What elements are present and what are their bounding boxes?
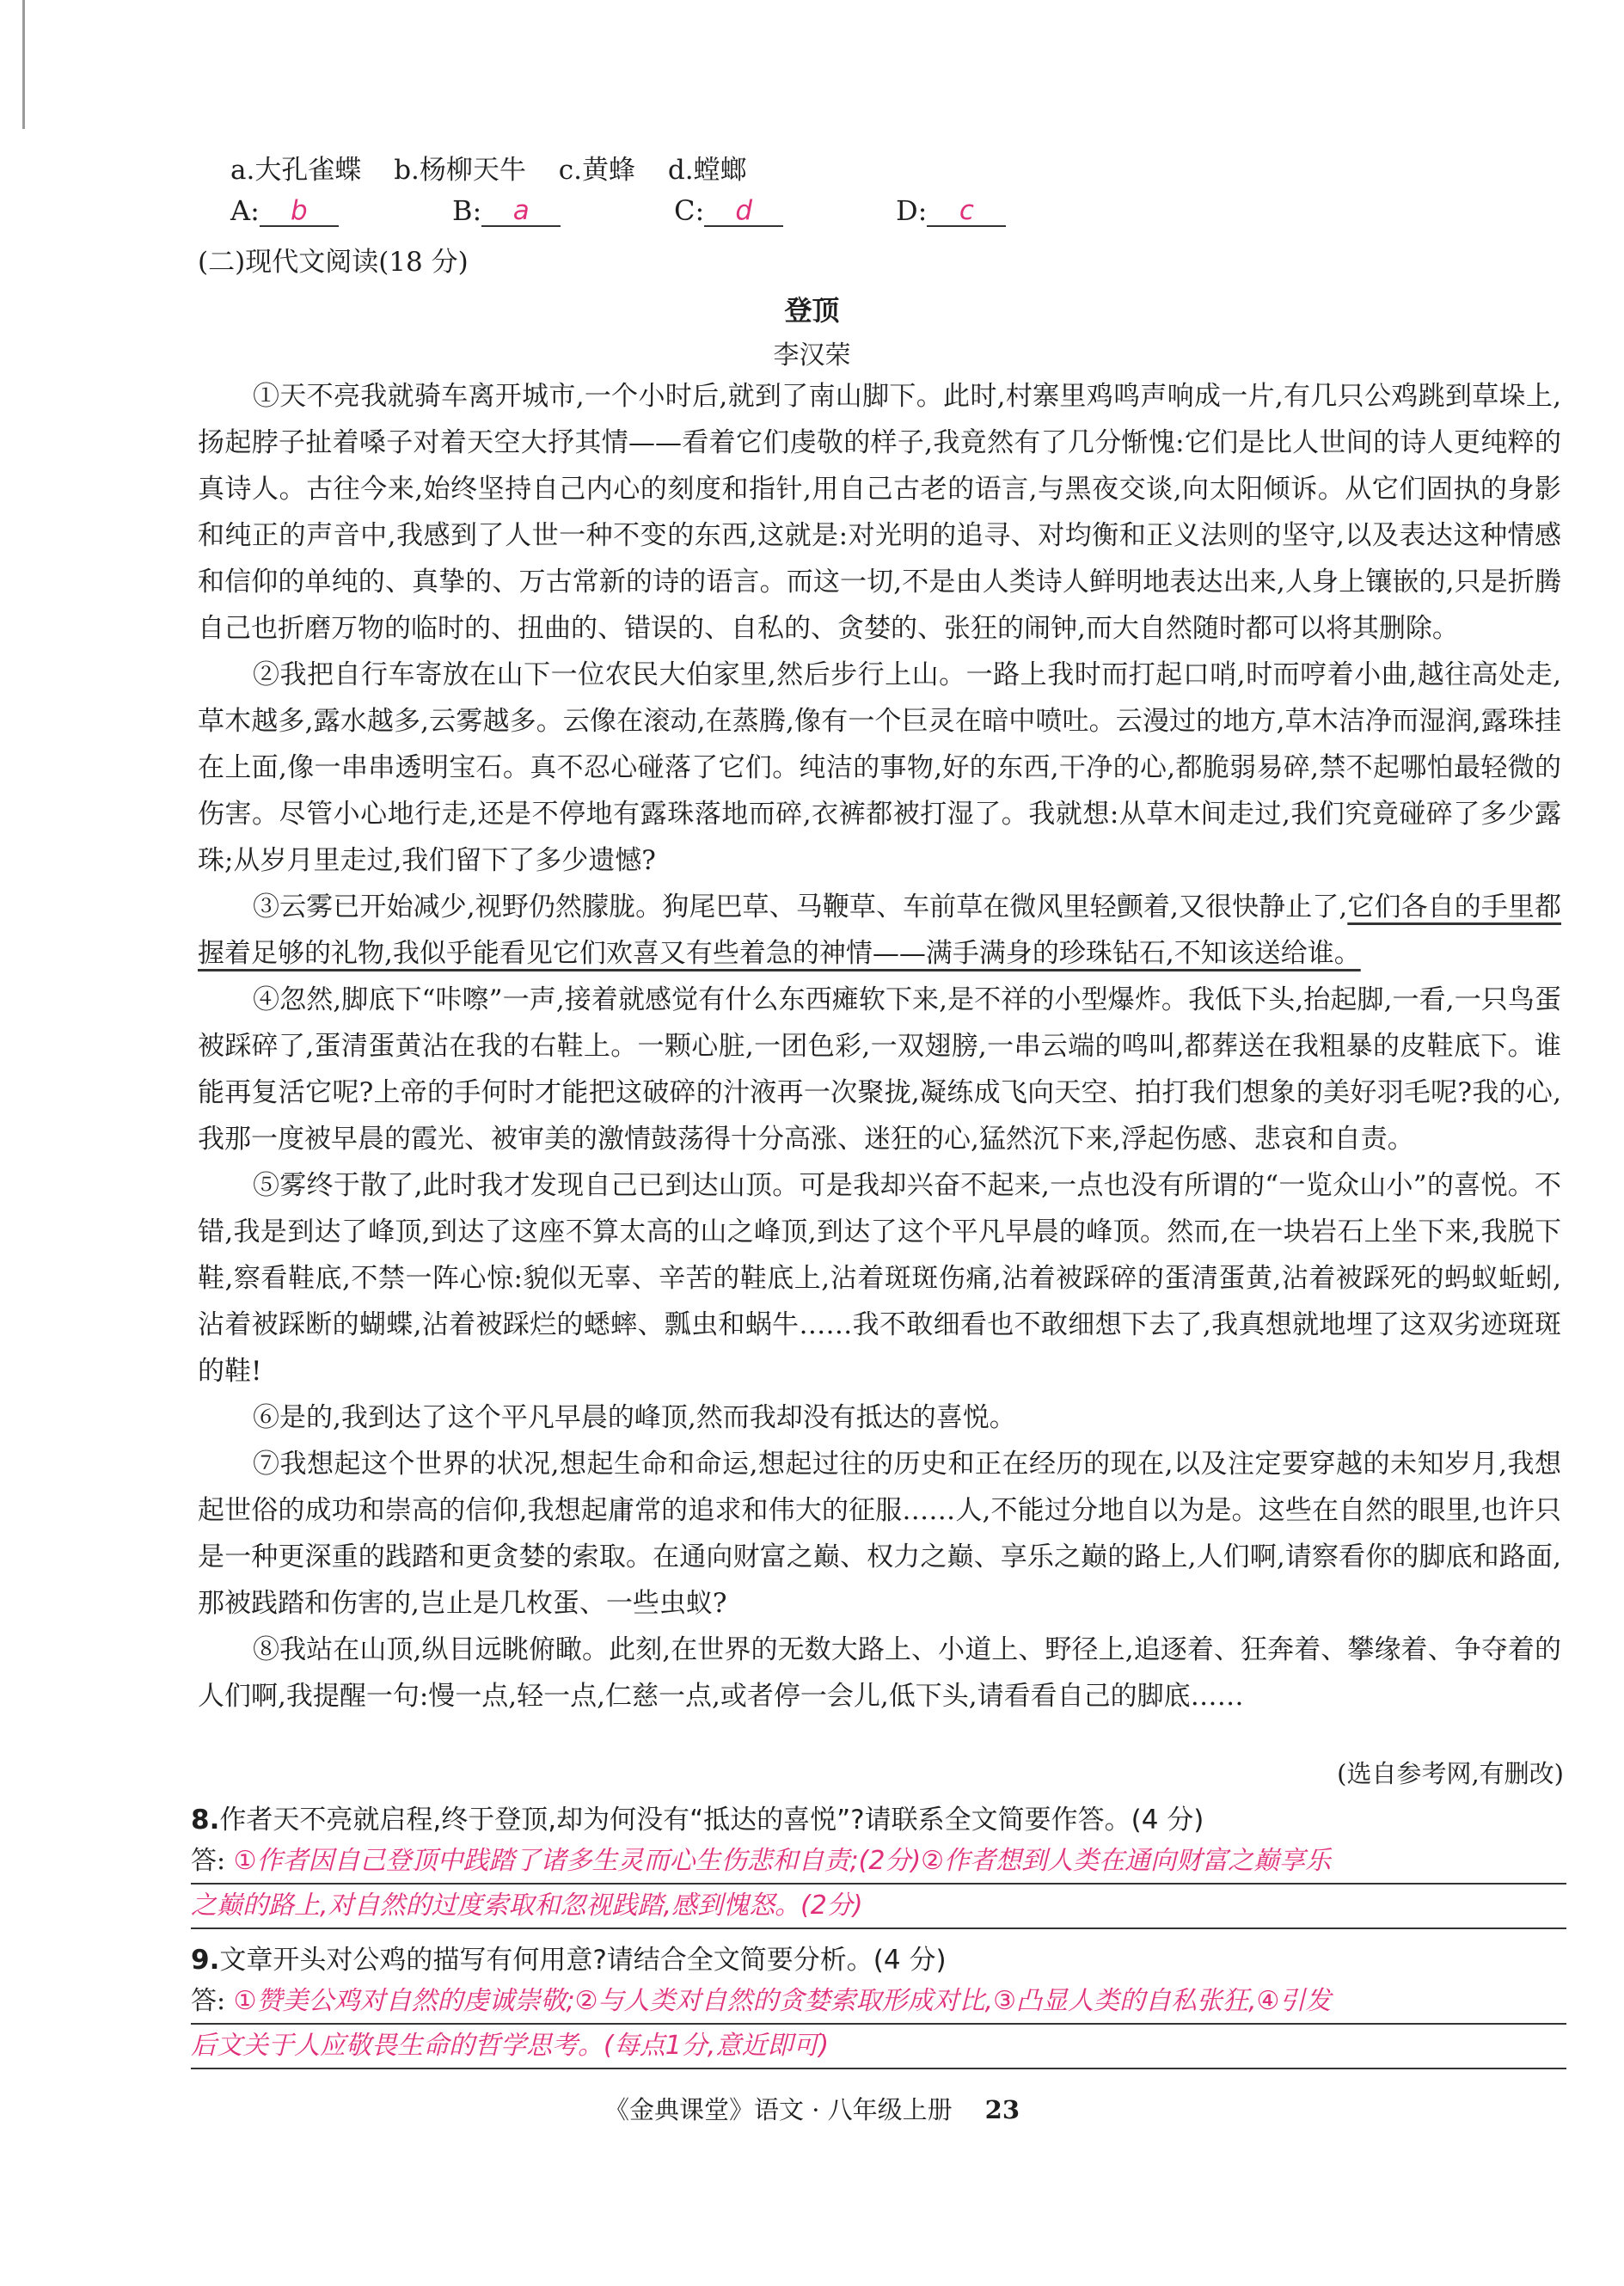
match-answer-b <box>452 194 674 227</box>
match-label: C: <box>674 194 705 227</box>
article-author: 李汉荣 <box>773 340 851 371</box>
article-source: (选自参考网,有删改) <box>1337 1759 1564 1788</box>
answer-line <box>191 2025 1566 2069</box>
answer-line <box>191 1885 1566 1929</box>
answer-label: 答: <box>191 1986 226 2016</box>
paragraph-4: ④忽然,脚底下“咔嚓”一声,接着就感觉有什么东西瘫软下来,是不祥的小型爆炸。我低下头,抬起脚,一看,一只鸟蛋被踩碎了,蛋清蛋黄沾在我的右鞋上。一颗心脏,一团色彩,一双翅膀,一串云端的鸣叫,都葬送在我粗暴的皮鞋底下。谁能再复活它呢?上帝的手何时才能把这破碎的汁液再一次聚拢,凝练成飞向天空、拍打我们想象的美好羽毛呢?我的心,我那一度被早晨的霞光、被审美的激情鼓荡得十分高涨、迷狂的心,猛然沉下来,浮起伤感、悲哀和自责。 <box>198 984 1561 1155</box>
handwritten-answer: ①作者因自己登顶中践踏了诸多生灵而心生伤悲和自责;(2分)②作者想到人类在通向财富之巅享乐 <box>233 1846 1332 1876</box>
question-number: 9. <box>191 1945 220 1976</box>
paragraph-1: ①天不亮我就骑车离开城市,一个小时后,就到了南山脚下。此时,村寨里鸡鸣声响成一片,有几只公鸡跳到草垛上,扬起脖子扯着嗓子对着天空大抒其情——看着它们虔敬的样子,我竟然有了几分惭愧:它们是比人世间的诗人更纯粹的真诗人。古往今来,始终坚持自己内心的刻度和指针,用自己古老的语言,与黑夜交谈,向太阳倾诉。从它们固执的身影和纯正的声音中,我感到了人世一种不变的东西,这就是:对光明的追寻、对均衡和正义法则的坚守,以及表达这种情感和信仰的单纯的、真挚的、万古常新的诗的语言。而这一切,不是由人类诗人鲜明地表达出来,人身上镶嵌的,只是折腾自己也折磨万物的临时的、扭曲的、错误的、自私的、贪婪的、张狂的闹钟,而大自然随时都可以将其删除。 <box>198 381 1561 644</box>
match-answer-c <box>674 194 896 227</box>
underlined-sentence: 它们各自的手里都握着足够的礼物,我似乎能看见它们欢喜又有些着急的神情——满手满身的珍珠钻石,不知该送给谁。 <box>198 892 1562 969</box>
question-9 <box>191 1938 1566 1977</box>
match-label: D: <box>896 194 928 227</box>
paragraph-7: ⑦我想起这个世界的状况,想起生命和命运,想起过往的历史和正在经历的现在,以及注定要穿越的未知岁月,我想起世俗的成功和崇高的信仰,我想起庸常的追求和伟大的征服……人,不能过分地自以为是。这些在自然的眼里,也许只是一种更深重的践踏和更贪婪的索取。在通向财富之巅、权力之巅、享乐之巅的路上,人们啊,请察看你的脚底和路面,那被践踏和伤害的,岂止是几枚蛋、一些虫蚁? <box>198 1449 1561 1619</box>
answer-label: 答: <box>191 1846 226 1876</box>
article-title: 登顶 <box>784 294 840 327</box>
paragraph-6: ⑥是的,我到达了这个平凡早晨的峰顶,然而我却没有抵达的喜悦。 <box>253 1402 1016 1433</box>
option-a: a.大孔雀蝶 <box>230 155 362 186</box>
book-title: 《金典课堂》语文 · 八年级上册 <box>604 2095 953 2124</box>
handwritten-answer: a <box>481 196 561 227</box>
question-8 <box>191 1798 1566 1836</box>
page-edge-line <box>22 0 25 129</box>
page-number: 23 <box>984 2095 1020 2124</box>
answer-9 <box>191 1980 1566 2069</box>
handwritten-answer: ①赞美公鸡对自然的虔诚崇敬;②与人类对自然的贪婪索取形成对比,③凸显人类的自私张狂,④引发 <box>233 1986 1332 2016</box>
paragraph-8: ⑧我站在山顶,纵目远眺俯瞰。此刻,在世界的无数大路上、小道上、野径上,追逐着、狂奔着、攀缘着、争夺着的人们啊,我提醒一句:慢一点,轻一点,仁慈一点,或者停一会儿,低下头,请看看自己的脚底…… <box>198 1634 1561 1712</box>
match-answer-a <box>230 194 452 227</box>
handwritten-answer: 后文关于人应敬畏生命的哲学思考。(每点1分,意近即可) <box>191 2031 830 2061</box>
option-list <box>230 148 771 187</box>
question-text: 文章开头对公鸡的描写有何用意?请结合全文简要分析。(4 分) <box>219 1945 947 1976</box>
match-label: A: <box>230 194 260 227</box>
option-d: d.螳螂 <box>667 155 747 186</box>
option-c: c.黄蜂 <box>558 155 635 186</box>
handwritten-answer: b <box>260 196 339 227</box>
handwritten-answer: 之巅的路上,对自然的过度索取和忽视践踏,感到愧怒。(2分) <box>191 1891 863 1921</box>
answer-line <box>191 1980 1566 2025</box>
section-heading: (二)现代文阅读(18 分) <box>198 247 469 278</box>
article-body <box>198 373 1561 1719</box>
question-text: 作者天不亮就启程,终于登顶,却为何没有“抵达的喜悦”?请联系全文简要作答。(4 分) <box>219 1805 1204 1836</box>
match-answers-row <box>230 194 1118 227</box>
paragraph-2: ②我把自行车寄放在山下一位农民大伯家里,然后步行上山。一路上我时而打起口哨,时而哼着小曲,越往高处走,草木越多,露水越多,云雾越多。云像在滚动,在蒸腾,像有一个巨灵在暗中喷吐。云漫过的地方,草木洁净而湿润,露珠挂在上面,像一串串透明宝石。真不忍心碰落了它们。纯洁的事物,好的东西,干净的心,都脆弱易碎,禁不起哪怕最轻微的伤害。尽管小心地行走,还是不停地有露珠落地而碎,衣裤都被打湿了。我就想:从草木间走过,我们究竟碰碎了多少露珠;从岁月里走过,我们留下了多少遗憾? <box>198 659 1561 876</box>
answer-8 <box>191 1840 1566 1929</box>
paragraph-3-text: ③云雾已开始减少,视野仍然朦胧。狗尾巴草、马鞭草、车前草在微风里轻颤着,又很快静止了, <box>253 892 1348 922</box>
paragraph-5: ⑤雾终于散了,此时我才发现自己已到达山顶。可是我却兴奋不起来,一点也没有所谓的“一览众山小”的喜悦。不错,我是到达了峰顶,到达了这座不算太高的山之峰顶,到达了这个平凡早晨的峰顶。然而,在一块岩石上坐下来,我脱下鞋,察看鞋底,不禁一阵心惊:貌似无辜、辛苦的鞋底上,沾着斑斑伤痛,沾着被踩碎的蛋清蛋黄,沾着被踩死的蚂蚁蚯蚓,沾着被踩断的蝴蝶,沾着被踩烂的蟋蟀、瓢虫和蜗牛……我不敢细看也不敢细想下去了,我真想就地埋了这双劣迹斑斑的鞋! <box>198 1170 1561 1387</box>
answer-line <box>191 1840 1566 1885</box>
handwritten-answer: c <box>927 196 1006 227</box>
option-b: b.杨柳天牛 <box>394 155 526 186</box>
match-answer-d <box>896 194 1118 227</box>
paragraph-3 <box>198 884 1561 977</box>
match-label: B: <box>452 194 482 227</box>
page-footer <box>0 2091 1624 2126</box>
handwritten-answer: d <box>704 196 783 227</box>
question-number: 8. <box>191 1805 220 1836</box>
